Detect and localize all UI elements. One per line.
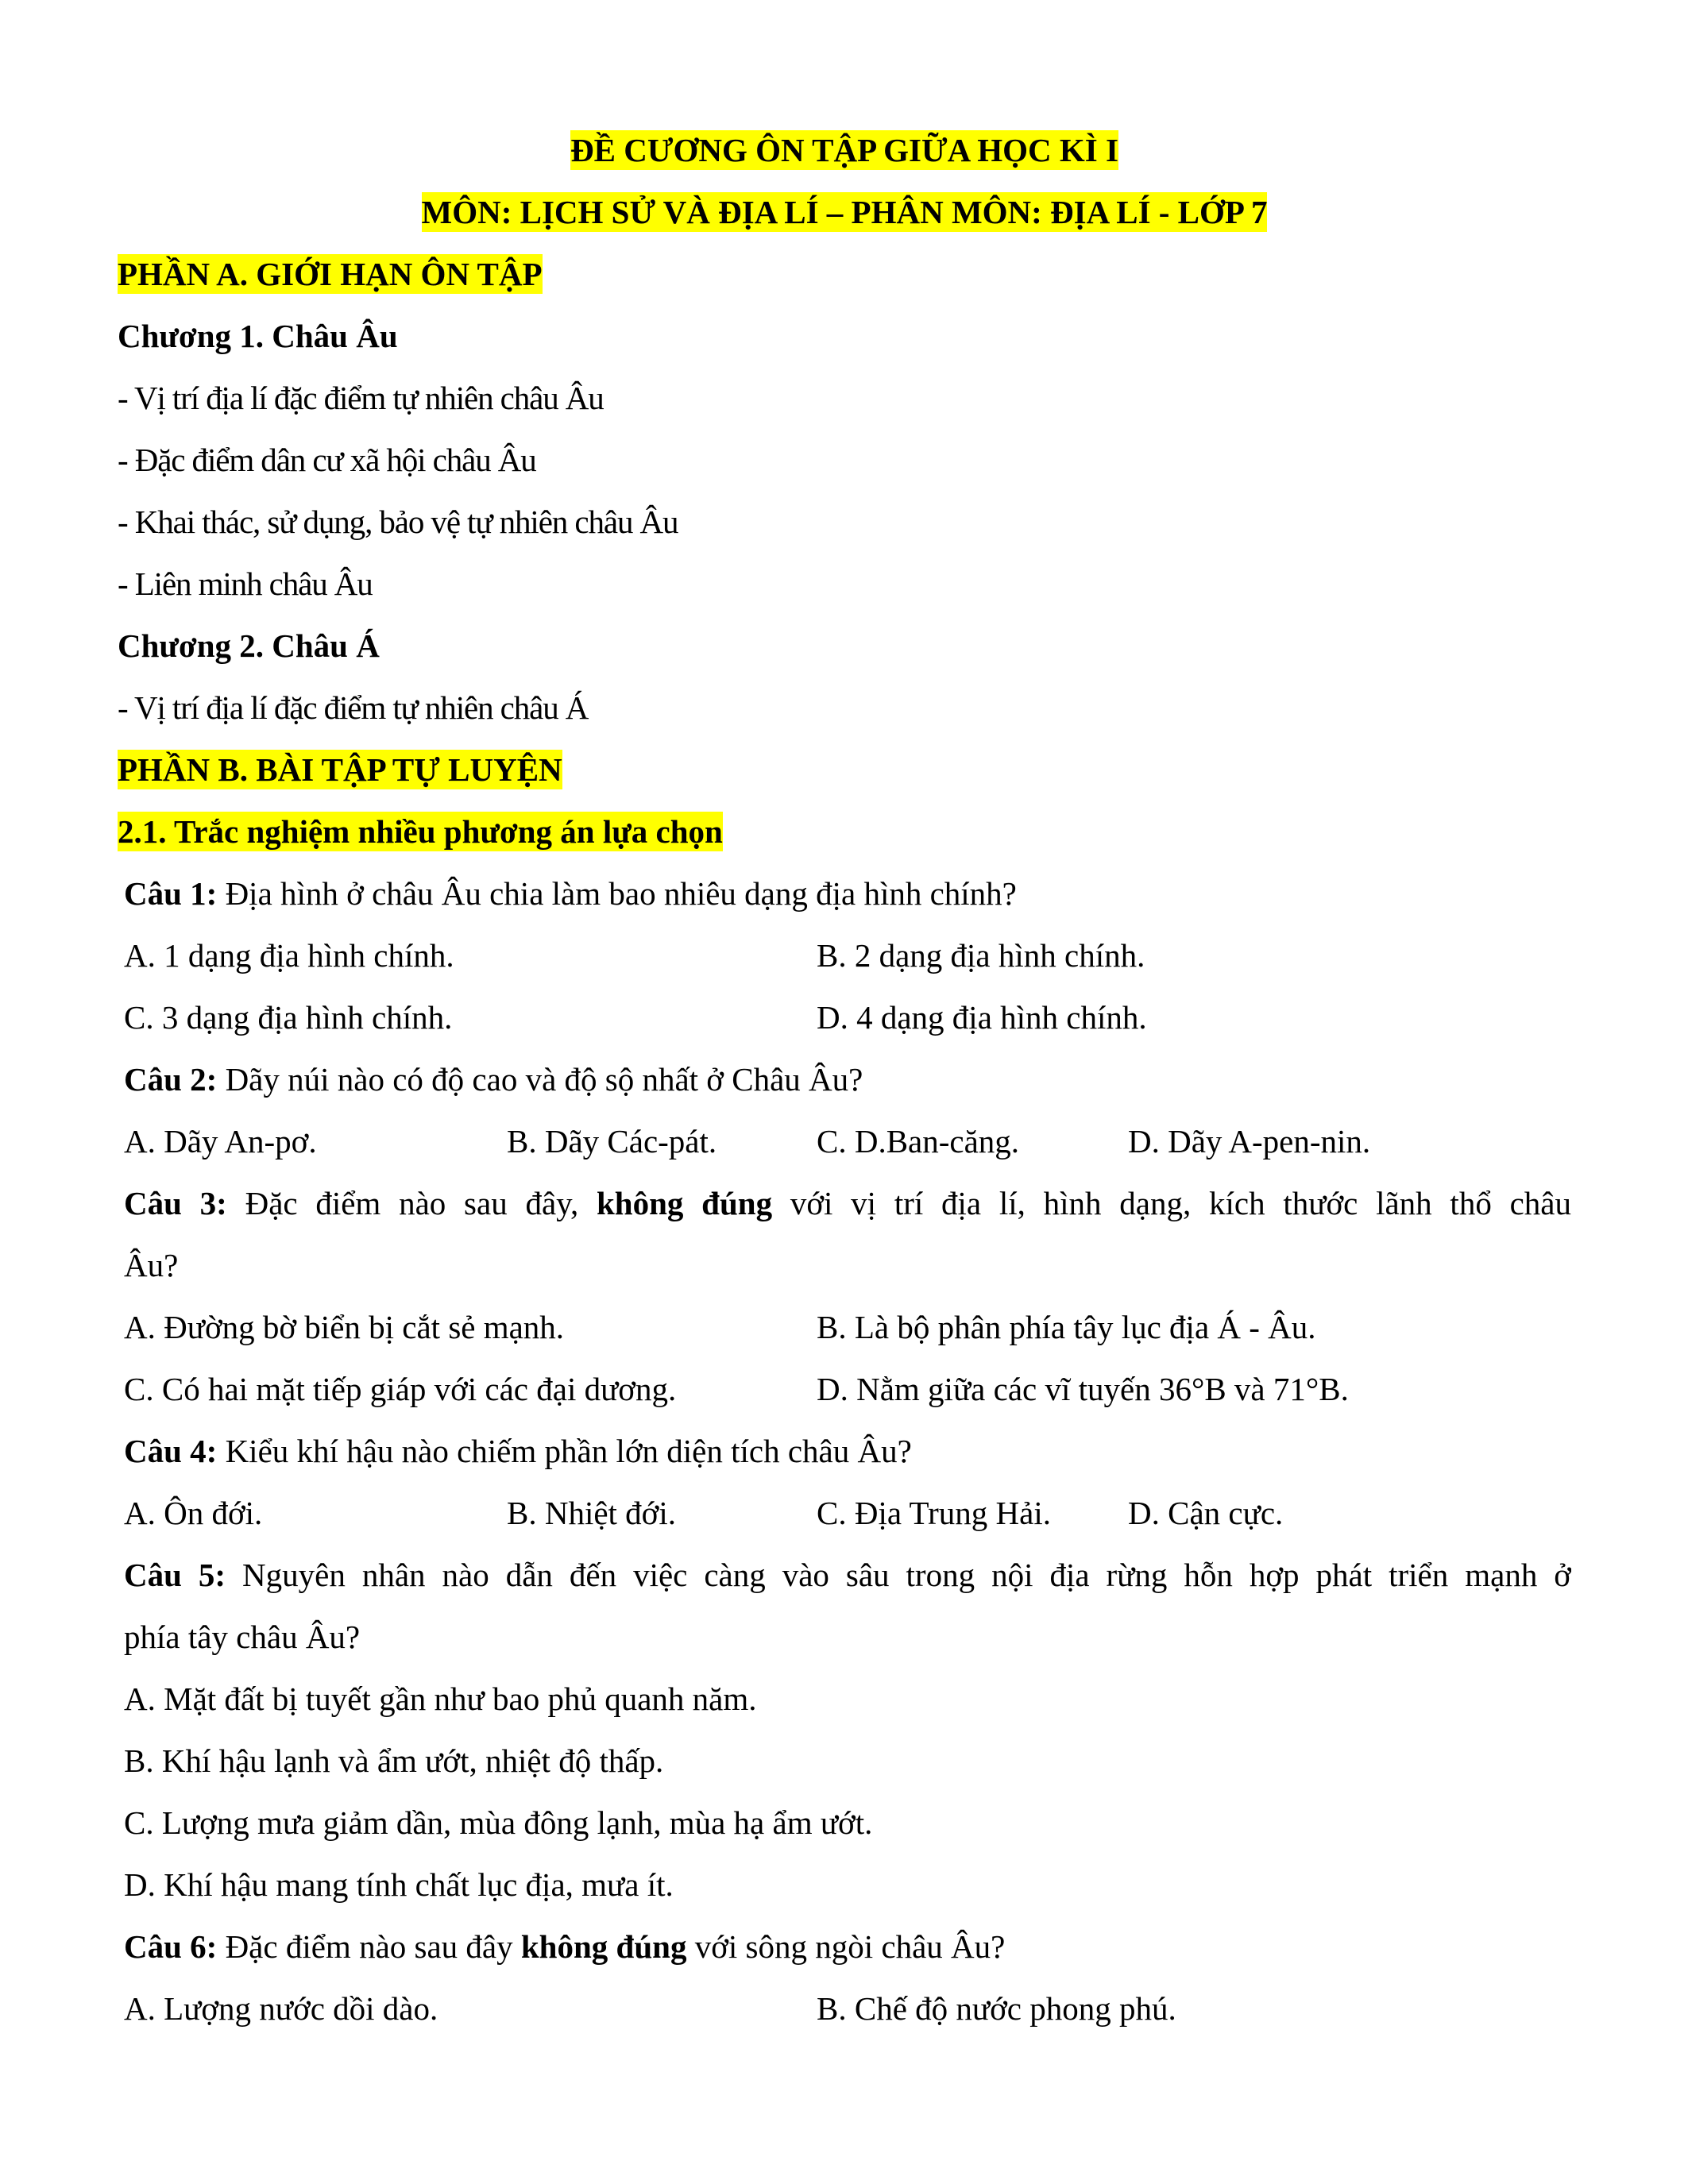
answer-option: A. 1 dạng địa hình chính. [124,937,454,974]
question-4-options-row [118,1482,1571,1544]
question-label: Câu 4: [124,1433,218,1469]
answer-option: C. Địa Trung Hải. [817,1495,1052,1531]
answer-option: A. Mặt đất bị tuyết gần như bao phủ quanh năm. [124,1680,757,1717]
answer-option: A. Lượng nước dồi dào. [124,1990,438,2027]
doc-subtitle-line [118,181,1571,243]
part-a-heading-line [118,243,1571,305]
question-text: Địa hình ở châu Âu chia làm bao nhiêu dạng địa hình chính? [217,875,1017,912]
question-label: Câu 5: [124,1557,226,1593]
question-label: Câu 3: [124,1185,227,1221]
answer-option: D. Khí hậu mang tính chất lục địa, mưa ít. [124,1866,674,1903]
question-6-options-row [118,1978,1571,2039]
question-1 [118,862,1571,924]
document-page [118,119,1571,2039]
answer-option: C. Có hai mặt tiếp giáp với các đại dương. [124,1371,677,1407]
question-text: Nguyên nhân nào dẫn đến việc càng vào sâu trong nội địa rừng hỗn hợp phát triển mạnh ở [226,1557,1571,1593]
question-text: với sông ngòi châu Âu? [686,1928,1006,1965]
question-text: Đặc điểm nào sau đây, [226,1185,597,1221]
question-5-continuation: phía tây châu Âu? [124,1619,361,1655]
answer-option: A. Ôn đới. [124,1495,263,1531]
answer-option: A. Dãy An-pơ. [124,1123,317,1160]
answer-option: B. Là bộ phân phía tây lục địa Á - Âu. [817,1309,1316,1345]
question-3-options-row-2 [118,1358,1571,1420]
answer-option: D. Cận cực. [1128,1495,1284,1531]
question-emphasis: không đúng [520,1928,687,1965]
answer-option: A. Đường bờ biển bị cắt sẻ mạnh. [124,1309,565,1345]
question-text: Dãy núi nào có độ cao và độ sộ nhất ở Châu Âu? [217,1061,863,1098]
question-1-options-row-1 [118,924,1571,986]
chapter-1-item: - Liên minh châu Âu [118,565,373,602]
question-text: Kiểu khí hậu nào chiếm phần lớn diện tích châu Âu? [217,1433,912,1469]
question-3-options-row-1 [118,1296,1571,1358]
question-text: với vị trí địa lí, hình dạng, kích thước lãnh thổ châu [772,1185,1571,1221]
answer-option: B. Dãy Các-pát. [507,1123,717,1160]
chapter-1-item: - Khai thác, sử dụng, bảo vệ tự nhiên châu Âu [118,504,678,540]
answer-option: B. Chế độ nước phong phú. [817,1990,1176,2027]
answer-option: C. Lượng mưa giảm dần, mùa đông lạnh, mùa hạ ẩm ướt. [124,1804,873,1841]
question-2 [118,1048,1571,1110]
section-heading-line [118,801,1571,862]
question-5 [118,1544,1571,1606]
answer-option: B. Nhiệt đới. [507,1495,677,1531]
question-2-options-row [118,1110,1571,1172]
question-label: Câu 2: [124,1061,218,1098]
answer-option: D. 4 dạng địa hình chính. [817,999,1147,1036]
chapter-1-title: Chương 1. Châu Âu [118,318,398,354]
answer-option: C. D.Ban-căng. [817,1123,1020,1160]
chapter-2-title: Chương 2. Châu Á [118,627,380,664]
chapter-1-item: - Vị trí địa lí đặc điểm tự nhiên châu Âu [118,380,604,416]
answer-option: D. Dãy A-pen-nin. [1128,1123,1371,1160]
question-4 [118,1420,1571,1482]
question-6 [118,1916,1571,1978]
doc-title-line [118,119,1571,181]
question-1-options-row-2 [118,986,1571,1048]
chapter-2-item: - Vị trí địa lí đặc điểm tự nhiên châu Á [118,689,589,726]
part-a-heading: PHẦN A. GIỚI HẠN ÔN TẬP [118,256,543,292]
answer-option: B. 2 dạng địa hình chính. [817,937,1145,974]
doc-title: ĐỀ CƯƠNG ÔN TẬP GIỮA HỌC KÌ I [570,132,1118,168]
question-3 [118,1172,1571,1234]
answer-option: D. Nằm giữa các vĩ tuyến 36°B và 71°B. [817,1371,1349,1407]
part-b-heading: PHẦN B. BÀI TẬP TỰ LUYỆN [118,751,562,788]
part-b-heading-line [118,739,1571,801]
question-text: Đặc điểm nào sau đây [217,1928,521,1965]
section-heading: 2.1. Trắc nghiệm nhiều phương án lựa chọn [118,813,723,850]
question-label: Câu 6: [124,1928,218,1965]
chapter-1-item: - Đặc điểm dân cư xã hội châu Âu [118,442,536,478]
answer-option: B. Khí hậu lạnh và ẩm ướt, nhiệt độ thấp. [124,1742,664,1779]
doc-subtitle: MÔN: LỊCH SỬ VÀ ĐỊA LÍ – PHÂN MÔN: ĐỊA LÍ - LỚP 7 [421,194,1268,230]
question-3-continuation: Âu? [124,1247,179,1283]
answer-option: C. 3 dạng địa hình chính. [124,999,453,1036]
question-emphasis: không đúng [597,1185,773,1221]
question-label: Câu 1: [124,875,218,912]
